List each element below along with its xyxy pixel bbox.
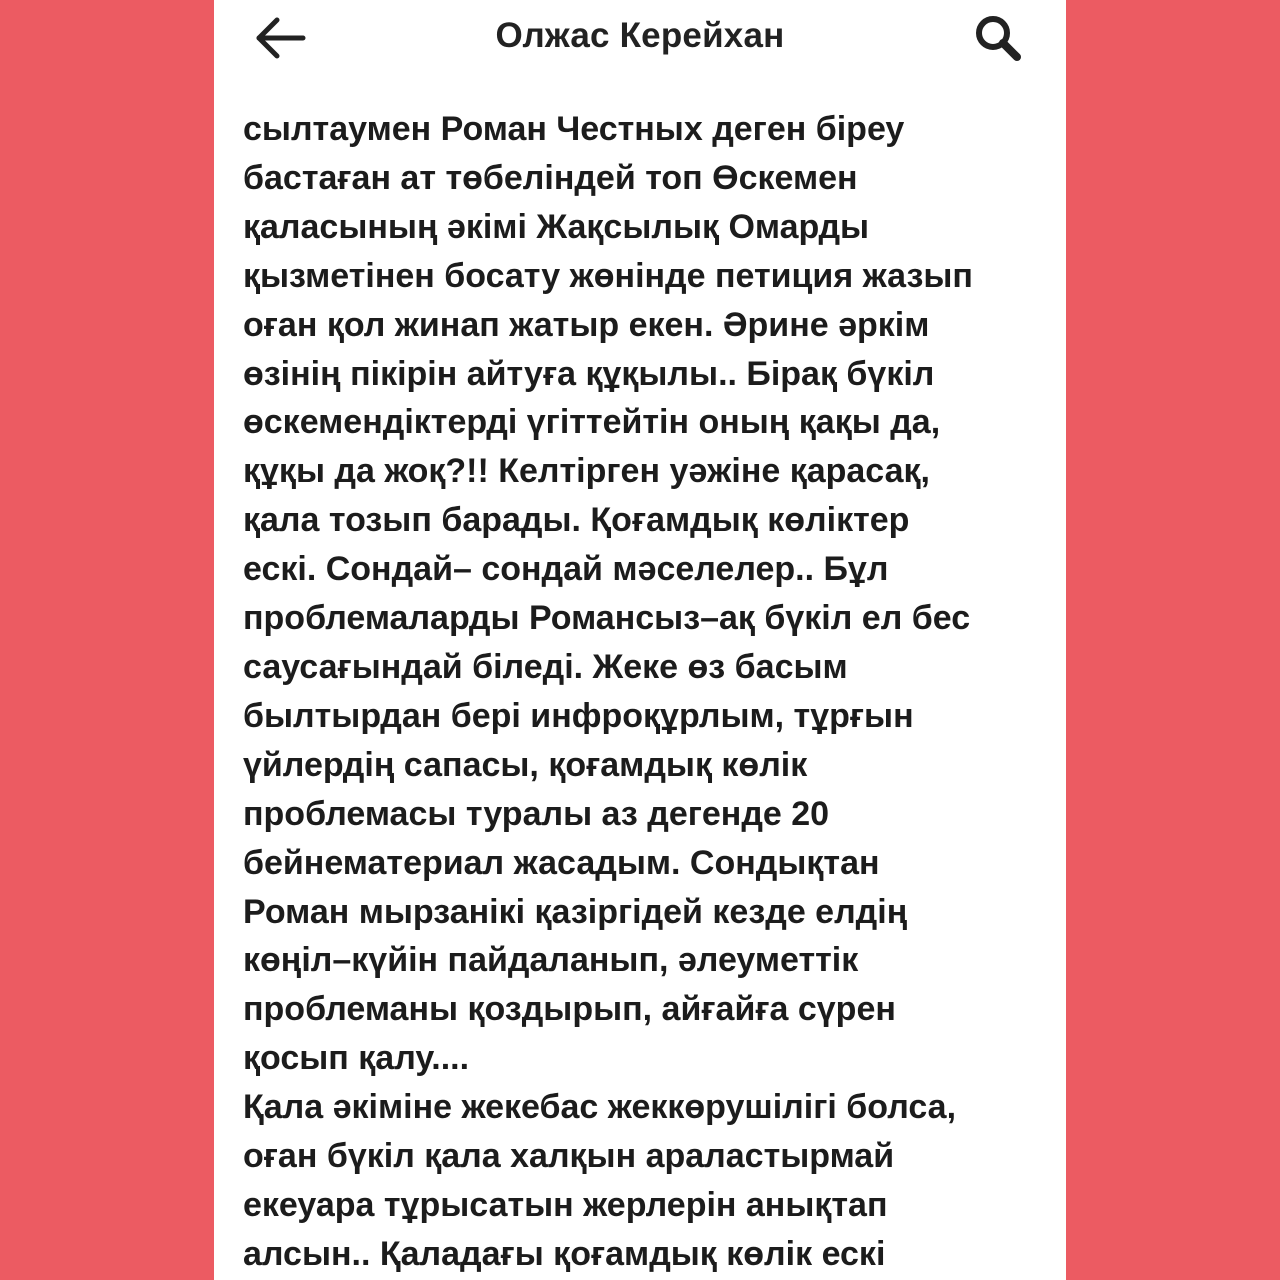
post-text-line: қызметінен босату жөнінде петиция жазып [243,256,973,295]
post-text-line: сылтаумен Роман Честных деген біреу [243,110,905,148]
post-text-line: бейнематериал жасадым. Сондықтан [243,843,880,882]
post-text-line: Роман мырзанікі қазіргідей кезде елдің [243,892,908,931]
post-text-line: көңіл–күйін пайдаланып, әлеуметтік [243,941,859,980]
post-text-line: қосып қалу.... [243,1039,470,1078]
post-text-line: екеуара тұрысатын жерлерін анықтап [243,1185,888,1224]
post-text-line: қала тозып барады. Қоғамдық көліктер [243,501,910,540]
top-app-bar [214,0,1066,80]
phone-screen [214,0,1066,1280]
search-icon [972,12,1024,69]
post-text [243,105,1053,1279]
post-text-line: проблемаларды Романсыз–ақ бүкіл ел бес [243,599,971,638]
post-text-line: өскемендіктерді үгіттейтін оның қақы да, [243,403,941,442]
post-text-line: қаласының әкімі Жақсылық Омарды [243,207,870,246]
post-text-line: Қала әкіміне жекебас жеккөрушілігі болса, [243,1088,957,1127]
search-button[interactable] [966,10,1030,70]
post-text-line: өзінің пікірін айтуға құқылы.. Бірақ бүкіл [243,354,935,393]
post-text-line: құқы да жоқ?!! Келтірген уәжіне қарасақ, [243,452,931,491]
post-text-line: алсын.. Қаладағы қоғамдық көлік ескі [243,1234,886,1273]
post-text-line: бастаған ат төбеліндей топ Өскемен [243,158,858,197]
page-title: Олжас Керейхан [495,16,785,55]
post-text-line: былтырдан бері инфроқұрлым, тұрғын [243,696,914,735]
post-text-line: оған бүкіл қала халқын араластырмай [243,1137,895,1176]
post-text-line: проблемасы туралы аз дегенде 20 [243,794,830,833]
post-text-line: ескі. Сондай– сондай мәселелер.. Бұл [243,550,889,589]
post-text-line: үйлердің сапасы, қоғамдық көлік [243,745,808,784]
post-text-line: оған қол жинап жатыр екен. Әрине әркім [243,305,930,344]
post-text-line: саусағындай біледі. Жеке өз басым [243,647,848,686]
post-text-line: проблеманы қоздырып, айғайға сүрен [243,990,896,1029]
